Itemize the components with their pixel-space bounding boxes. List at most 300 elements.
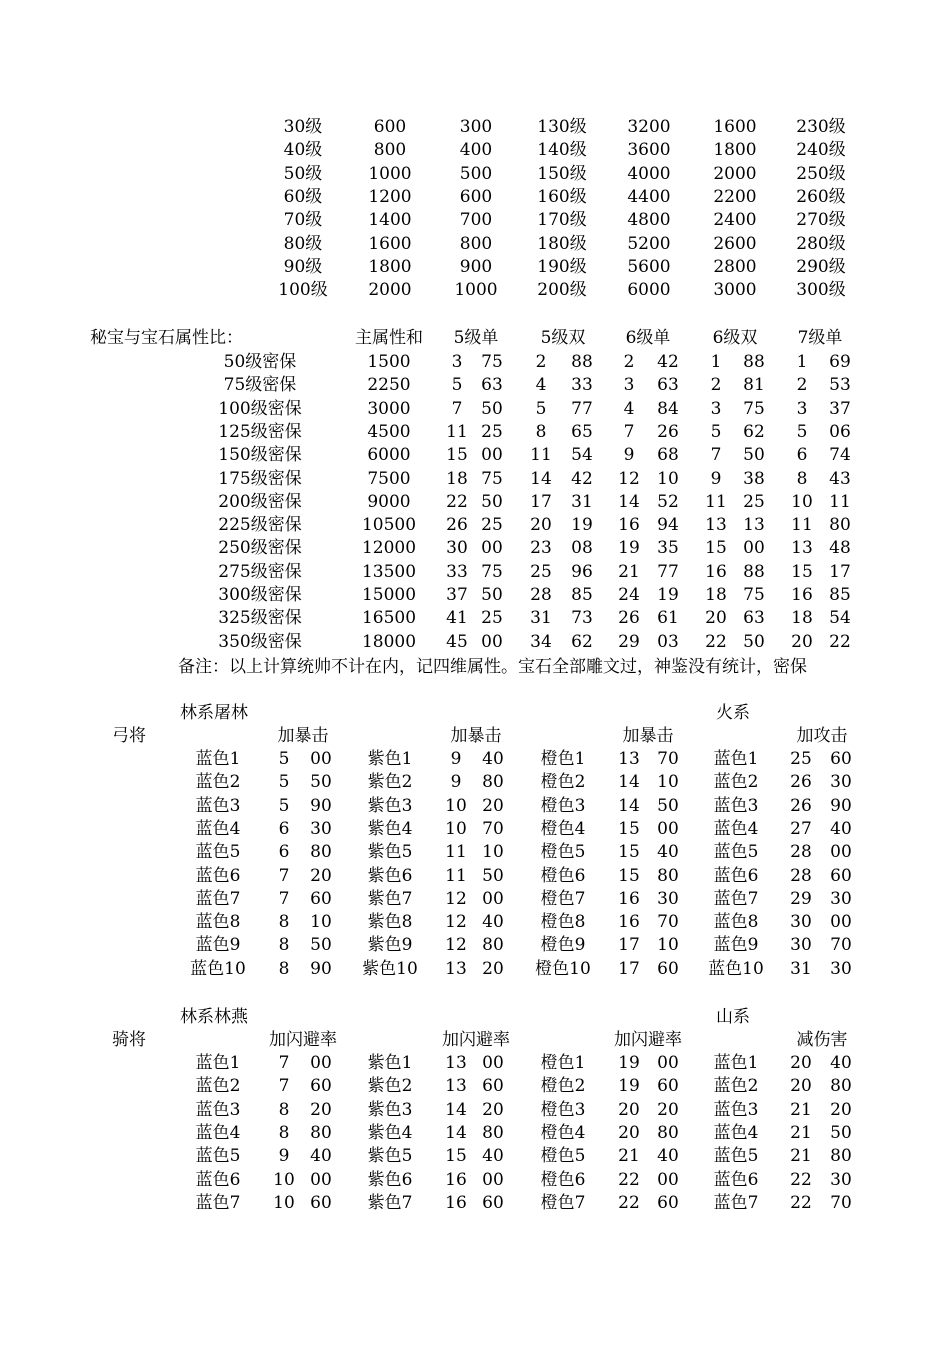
ratio-cell: 54 <box>571 445 593 466</box>
cav-cell: 21 <box>618 1146 640 1167</box>
ratio-cell: 84 <box>657 398 679 419</box>
cav-cell: 60 <box>482 1192 504 1213</box>
ratio-cell: 37 <box>829 398 851 419</box>
ratio-cell: 22 <box>446 491 468 512</box>
cav-cell: 20 <box>482 1099 504 1120</box>
ratio-cell: 00 <box>743 538 765 559</box>
cav-group-left-title: 林系林燕 <box>180 1007 248 1027</box>
ratio-cell: 50 <box>743 631 765 652</box>
ratio-cell: 18 <box>446 468 468 489</box>
ratio-cell: 16500 <box>361 608 417 629</box>
ratio-cell: 45 <box>446 631 468 652</box>
bow-cell: 9 <box>450 749 462 769</box>
cav-cell: 蓝色6 <box>195 1169 241 1190</box>
cav-cell: 21 <box>790 1099 812 1120</box>
level-cell: 700 <box>459 210 493 231</box>
level-cell: 70级 <box>283 210 323 231</box>
ratio-cell: 14 <box>530 468 552 489</box>
bow-cell: 5 <box>278 772 290 793</box>
cav-cell: 19 <box>618 1053 640 1073</box>
cav-cell: 40 <box>830 1053 852 1073</box>
ratio-cell: 50级密保 <box>223 352 297 372</box>
ratio-cell: 11 <box>791 515 813 536</box>
level-cell: 2800 <box>713 256 757 277</box>
cav-cell: 8 <box>278 1122 290 1143</box>
level-cell: 300级 <box>796 280 846 301</box>
ratio-cell: 14 <box>618 491 640 512</box>
ratio-cell: 10 <box>791 491 813 512</box>
level-cell: 2600 <box>713 233 757 254</box>
ratio-cell: 225级密保 <box>218 515 302 536</box>
cav-cell: 22 <box>790 1169 812 1190</box>
bow-cell: 蓝色3 <box>195 795 241 816</box>
level-cell: 50级 <box>283 163 323 184</box>
bow-cell: 蓝色10 <box>190 958 246 979</box>
bow-cell: 29 <box>790 888 812 909</box>
cav-cell: 蓝色5 <box>713 1146 759 1167</box>
bow-cell: 蓝色2 <box>713 772 759 793</box>
ratio-cell: 10 <box>657 468 679 489</box>
cav-cell: 20 <box>790 1053 812 1073</box>
ratio-cell: 62 <box>743 421 765 442</box>
ratio-cell: 25 <box>481 421 503 442</box>
cav-cell: 蓝色1 <box>195 1053 241 1073</box>
ratio-cell: 2 <box>710 375 722 396</box>
cav-cell: 22 <box>790 1192 812 1213</box>
level-cell: 40级 <box>283 140 323 161</box>
ratio-cell: 15 <box>705 538 727 559</box>
level-cell: 240级 <box>796 140 846 161</box>
ratio-cell: 1 <box>710 352 722 372</box>
bow-cell: 橙色2 <box>540 772 586 793</box>
bow-cell: 蓝色7 <box>195 888 241 909</box>
ratio-cell: 25 <box>481 608 503 629</box>
ratio-cell: 00 <box>481 631 503 652</box>
cav-cell: 40 <box>482 1146 504 1167</box>
level-cell: 190级 <box>537 256 587 277</box>
bow-cell: 蓝色10 <box>708 958 764 979</box>
ratio-cell: 2 <box>796 375 808 396</box>
ratio-cell: 52 <box>657 491 679 512</box>
ratio-cell: 75 <box>743 398 765 419</box>
ratio-cell: 20 <box>791 631 813 652</box>
bow-cell: 15 <box>618 818 640 839</box>
bow-header: 加暴击 <box>622 726 674 746</box>
cav-cell: 紫色1 <box>367 1053 413 1073</box>
bow-cell: 25 <box>790 749 812 769</box>
level-cell: 200级 <box>537 280 587 301</box>
bow-cell: 12 <box>445 912 467 933</box>
bow-unit-label: 弓将 <box>112 726 146 746</box>
cav-cell: 16 <box>445 1192 467 1213</box>
ratio-cell: 81 <box>743 375 765 396</box>
ratio-cell: 11 <box>446 421 468 442</box>
cav-cell: 7 <box>278 1076 290 1097</box>
bow-group-right-title: 火系 <box>716 703 750 723</box>
bow-cell: 50 <box>657 795 679 816</box>
cav-cell: 20 <box>618 1099 640 1120</box>
ratio-cell: 88 <box>743 561 765 582</box>
ratio-cell: 94 <box>657 515 679 536</box>
cav-cell: 蓝色7 <box>195 1192 241 1213</box>
bow-cell: 紫色5 <box>367 842 413 863</box>
ratio-cell: 35 <box>657 538 679 559</box>
ratio-cell: 75 <box>481 561 503 582</box>
bow-cell: 40 <box>482 912 504 933</box>
cav-cell: 20 <box>657 1099 679 1120</box>
bow-cell: 30 <box>830 958 852 979</box>
cav-header: 减伤害 <box>796 1030 848 1050</box>
bow-cell: 13 <box>618 749 640 769</box>
bow-cell: 橙色3 <box>540 795 586 816</box>
ratio-cell: 75 <box>743 585 765 605</box>
level-cell: 170级 <box>537 210 587 231</box>
cav-cell: 8 <box>278 1099 290 1120</box>
ratio-cell: 15 <box>791 561 813 582</box>
bow-cell: 12 <box>445 935 467 956</box>
cav-cell: 00 <box>310 1053 332 1073</box>
level-cell: 2000 <box>368 280 412 301</box>
bow-cell: 10 <box>657 772 679 793</box>
bow-cell: 15 <box>618 842 640 863</box>
ratio-cell: 15 <box>446 445 468 466</box>
bow-cell: 紫色9 <box>367 935 413 956</box>
ratio-cell: 65 <box>571 421 593 442</box>
level-cell: 250级 <box>796 163 846 184</box>
bow-cell: 蓝色8 <box>195 912 241 933</box>
cav-cell: 16 <box>445 1169 467 1190</box>
cav-group-right-title: 山系 <box>716 1007 750 1027</box>
cav-cell: 蓝色4 <box>195 1122 241 1143</box>
bow-cell: 10 <box>445 795 467 816</box>
bow-cell: 蓝色8 <box>713 912 759 933</box>
bow-cell: 10 <box>482 842 504 863</box>
ratio-cell: 26 <box>446 515 468 536</box>
ratio-cell: 88 <box>571 352 593 372</box>
bow-cell: 26 <box>790 772 812 793</box>
bow-cell: 橙色1 <box>540 749 586 769</box>
level-cell: 180级 <box>537 233 587 254</box>
bow-cell: 17 <box>618 958 640 979</box>
cav-cell: 60 <box>310 1192 332 1213</box>
ratio-cell: 61 <box>657 608 679 629</box>
cav-cell: 00 <box>310 1169 332 1190</box>
ratio-cell: 17 <box>829 561 851 582</box>
ratio-cell: 43 <box>829 468 851 489</box>
bow-cell: 橙色10 <box>535 958 591 979</box>
ratio-cell: 300级密保 <box>218 585 302 605</box>
bow-cell: 7 <box>278 865 290 886</box>
bow-cell: 蓝色5 <box>195 842 241 863</box>
ratio-cell: 21 <box>618 561 640 582</box>
bow-cell: 60 <box>657 958 679 979</box>
ratio-cell: 73 <box>571 608 593 629</box>
bow-cell: 紫色7 <box>367 888 413 909</box>
ratio-cell: 350级密保 <box>218 631 302 652</box>
level-cell: 1000 <box>368 163 412 184</box>
ratio-cell: 11 <box>829 491 851 512</box>
ratio-cell: 00 <box>481 538 503 559</box>
bow-cell: 16 <box>618 888 640 909</box>
cav-cell: 13 <box>445 1076 467 1097</box>
ratio-cell: 62 <box>571 631 593 652</box>
bow-cell: 30 <box>830 888 852 909</box>
bow-cell: 8 <box>278 935 290 956</box>
bow-cell: 40 <box>830 818 852 839</box>
bow-cell: 紫色3 <box>367 795 413 816</box>
bow-cell: 00 <box>830 912 852 933</box>
cav-cell: 橙色5 <box>540 1146 586 1167</box>
ratio-cell: 150级密保 <box>218 445 302 466</box>
level-cell: 300 <box>459 117 493 137</box>
ratio-cell: 88 <box>743 352 765 372</box>
ratio-cell: 16 <box>791 585 813 605</box>
cav-cell: 蓝色3 <box>195 1099 241 1120</box>
bow-cell: 70 <box>830 935 852 956</box>
cav-cell: 紫色7 <box>367 1192 413 1213</box>
bow-cell: 蓝色7 <box>713 888 759 909</box>
bow-cell: 14 <box>618 772 640 793</box>
cav-cell: 00 <box>482 1053 504 1073</box>
ratio-cell: 23 <box>530 538 552 559</box>
ratio-cell: 2250 <box>367 375 411 396</box>
level-cell: 1800 <box>713 140 757 161</box>
cav-cell: 13 <box>445 1053 467 1073</box>
ratio-cell: 75 <box>481 468 503 489</box>
ratio-cell: 13 <box>743 515 765 536</box>
ratio-cell: 54 <box>829 608 851 629</box>
bow-cell: 26 <box>790 795 812 816</box>
ratio-cell: 6 <box>796 445 808 466</box>
level-cell: 230级 <box>796 117 846 137</box>
bow-cell: 00 <box>310 749 332 769</box>
ratio-cell: 42 <box>571 468 593 489</box>
level-cell: 600 <box>459 186 493 207</box>
bow-cell: 5 <box>278 795 290 816</box>
ratio-cell: 8 <box>796 468 808 489</box>
ratio-cell: 250级密保 <box>218 538 302 559</box>
ratio-cell: 26 <box>657 421 679 442</box>
cav-cell: 蓝色3 <box>713 1099 759 1120</box>
ratio-cell: 96 <box>571 561 593 582</box>
bow-header: 加攻击 <box>796 726 848 746</box>
bow-cell: 7 <box>278 888 290 909</box>
bow-cell: 蓝色4 <box>713 818 759 839</box>
ratio-cell: 33 <box>446 561 468 582</box>
ratio-cell: 68 <box>657 445 679 466</box>
bow-cell: 11 <box>445 865 467 886</box>
ratio-cell: 20 <box>705 608 727 629</box>
cav-cell: 蓝色4 <box>713 1122 759 1143</box>
ratio-cell: 5 <box>451 375 463 396</box>
ratio-cell: 5 <box>535 398 547 419</box>
ratio-title: 秘宝与宝石属性比： <box>90 328 243 348</box>
level-cell: 1200 <box>368 186 412 207</box>
ratio-header: 5级双 <box>540 328 586 348</box>
ratio-cell: 53 <box>829 375 851 396</box>
ratio-cell: 12000 <box>361 538 417 559</box>
cav-cell: 40 <box>657 1146 679 1167</box>
ratio-cell: 63 <box>657 375 679 396</box>
ratio-cell: 25 <box>530 561 552 582</box>
level-cell: 60级 <box>283 186 323 207</box>
ratio-cell: 06 <box>829 421 851 442</box>
ratio-cell: 75级密保 <box>223 375 297 396</box>
ratio-cell: 48 <box>829 538 851 559</box>
ratio-cell: 18000 <box>361 631 417 652</box>
ratio-cell: 7 <box>451 398 463 419</box>
ratio-cell: 18 <box>705 585 727 605</box>
cav-cell: 80 <box>310 1122 332 1143</box>
level-cell: 800 <box>459 233 493 254</box>
ratio-cell: 20 <box>530 515 552 536</box>
bow-cell: 31 <box>790 958 812 979</box>
level-cell: 80级 <box>283 233 323 254</box>
cav-cell: 14 <box>445 1099 467 1120</box>
ratio-cell: 16 <box>705 561 727 582</box>
cav-cell: 20 <box>790 1076 812 1097</box>
ratio-cell: 42 <box>657 352 679 372</box>
ratio-cell: 37 <box>446 585 468 605</box>
ratio-cell: 13500 <box>361 561 417 582</box>
cav-cell: 19 <box>618 1076 640 1097</box>
ratio-cell: 85 <box>571 585 593 605</box>
ratio-cell: 63 <box>481 375 503 396</box>
ratio-cell: 33 <box>571 375 593 396</box>
bow-header: 加暴击 <box>277 726 329 746</box>
bow-header: 加暴击 <box>450 726 502 746</box>
ratio-cell: 25 <box>743 491 765 512</box>
bow-cell: 30 <box>310 818 332 839</box>
ratio-cell: 08 <box>571 538 593 559</box>
bow-cell: 28 <box>790 865 812 886</box>
bow-cell: 70 <box>657 912 679 933</box>
ratio-cell: 50 <box>743 445 765 466</box>
cav-cell: 紫色3 <box>367 1099 413 1120</box>
level-cell: 290级 <box>796 256 846 277</box>
ratio-cell: 41 <box>446 608 468 629</box>
ratio-cell: 3 <box>710 398 722 419</box>
cav-cell: 橙色4 <box>540 1122 586 1143</box>
level-cell: 1800 <box>368 256 412 277</box>
bow-cell: 80 <box>657 865 679 886</box>
level-cell: 600 <box>373 117 407 137</box>
bow-cell: 70 <box>482 818 504 839</box>
bow-cell: 30 <box>790 935 812 956</box>
level-cell: 800 <box>373 140 407 161</box>
cav-cell: 00 <box>482 1169 504 1190</box>
cav-cell: 蓝色6 <box>713 1169 759 1190</box>
cav-cell: 60 <box>482 1076 504 1097</box>
bow-cell: 80 <box>310 842 332 863</box>
cav-cell: 7 <box>278 1053 290 1073</box>
ratio-cell: 24 <box>618 585 640 605</box>
bow-cell: 蓝色1 <box>713 749 759 769</box>
bow-cell: 30 <box>790 912 812 933</box>
ratio-cell: 4 <box>535 375 547 396</box>
ratio-cell: 26 <box>618 608 640 629</box>
bow-cell: 50 <box>310 935 332 956</box>
cav-cell: 蓝色2 <box>713 1076 759 1097</box>
level-cell: 1000 <box>454 280 498 301</box>
level-cell: 2000 <box>713 163 757 184</box>
level-cell: 1600 <box>368 233 412 254</box>
ratio-cell: 31 <box>530 608 552 629</box>
ratio-cell: 50 <box>481 398 503 419</box>
bow-cell: 60 <box>830 749 852 769</box>
ratio-cell: 19 <box>571 515 593 536</box>
cav-cell: 9 <box>278 1146 290 1167</box>
ratio-cell: 12 <box>618 468 640 489</box>
ratio-cell: 175级密保 <box>218 468 302 489</box>
cav-cell: 20 <box>618 1122 640 1143</box>
cav-unit-label: 骑将 <box>112 1030 146 1050</box>
bow-cell: 17 <box>618 935 640 956</box>
bow-group-left-title: 林系屠林 <box>180 703 248 723</box>
ratio-cell: 275级密保 <box>218 561 302 582</box>
ratio-cell: 7500 <box>367 468 411 489</box>
bow-cell: 20 <box>310 865 332 886</box>
bow-cell: 11 <box>445 842 467 863</box>
cav-cell: 蓝色5 <box>195 1146 241 1167</box>
bow-cell: 60 <box>310 888 332 909</box>
bow-cell: 橙色8 <box>540 912 586 933</box>
bow-cell: 橙色6 <box>540 865 586 886</box>
ratio-cell: 1 <box>796 352 808 372</box>
cav-cell: 10 <box>273 1169 295 1190</box>
level-cell: 4400 <box>627 186 671 207</box>
cav-cell: 蓝色1 <box>713 1053 759 1073</box>
cav-cell: 橙色1 <box>540 1053 586 1073</box>
bow-cell: 蓝色5 <box>713 842 759 863</box>
ratio-cell: 7 <box>710 445 722 466</box>
ratio-cell: 30 <box>446 538 468 559</box>
level-cell: 2400 <box>713 210 757 231</box>
bow-cell: 14 <box>618 795 640 816</box>
bow-cell: 蓝色9 <box>713 935 759 956</box>
ratio-cell: 3 <box>796 398 808 419</box>
cav-cell: 60 <box>657 1192 679 1213</box>
ratio-header: 主属性和 <box>355 328 423 348</box>
ratio-cell: 2 <box>623 352 635 372</box>
bow-cell: 50 <box>310 772 332 793</box>
cav-cell: 80 <box>482 1122 504 1143</box>
level-cell: 260级 <box>796 186 846 207</box>
bow-cell: 8 <box>278 912 290 933</box>
ratio-cell: 13 <box>791 538 813 559</box>
bow-cell: 90 <box>310 958 332 979</box>
ratio-cell: 3 <box>623 375 635 396</box>
bow-cell: 28 <box>790 842 812 863</box>
bow-cell: 紫色1 <box>367 749 413 769</box>
cav-cell: 30 <box>830 1169 852 1190</box>
bow-cell: 20 <box>482 958 504 979</box>
cav-cell: 00 <box>657 1053 679 1073</box>
bow-cell: 30 <box>830 772 852 793</box>
bow-cell: 5 <box>278 749 290 769</box>
level-cell: 5600 <box>627 256 671 277</box>
cav-cell: 80 <box>830 1076 852 1097</box>
cav-cell: 蓝色2 <box>195 1076 241 1097</box>
bow-cell: 40 <box>482 749 504 769</box>
ratio-cell: 3000 <box>367 398 411 419</box>
bow-cell: 蓝色9 <box>195 935 241 956</box>
bow-cell: 90 <box>310 795 332 816</box>
ratio-cell: 200级密保 <box>218 491 302 512</box>
ratio-cell: 77 <box>571 398 593 419</box>
ratio-cell: 3 <box>451 352 463 372</box>
cav-cell: 60 <box>657 1076 679 1097</box>
